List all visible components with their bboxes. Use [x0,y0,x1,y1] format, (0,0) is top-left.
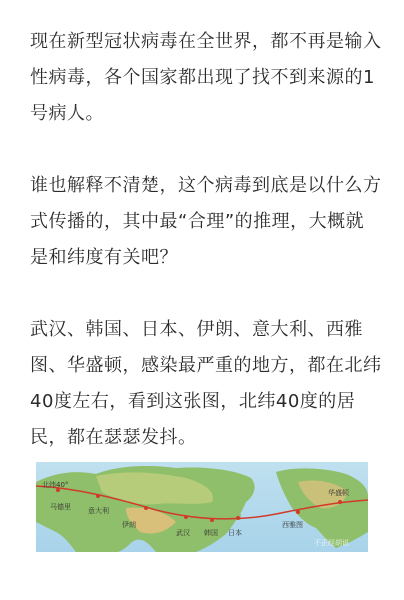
map-label-wuhan: 武汉 [176,529,190,537]
latitude-map-image [36,462,368,552]
map-label-40n: 北纬40° [42,481,69,489]
map-label-madrid: 马德里 [50,503,71,511]
map-label-washington: 华盛顿 [328,489,349,497]
map-label-seattle: 西雅图 [282,521,303,529]
paragraph-1: 现在新型冠状病毒在全世界，都不再是输入性病毒，各个国家都出现了找不到来源的1号病人。 [30,31,382,124]
map-label-italy: 意大利 [88,507,109,515]
map-label-iran: 伊朗 [122,521,136,529]
paragraph-2: 谁也解释不清楚，这个病毒到底是以什么方式传播的，其中最“合理”的推理，大概就是和纬度有关吧？ [30,175,382,268]
map-label-korea: 韩国 [204,529,218,537]
paragraph-3: 武汉、韩国、日本、伊朗、意大利、西雅图、华盛顿，感染最严重的地方，都在北纬40度左右，看到这张图，北纬40度的居民，都在瑟瑟发抖。 [30,319,382,448]
watermark-text: 不正经胡说 [314,539,349,547]
map-label-japan: 日本 [228,529,242,537]
